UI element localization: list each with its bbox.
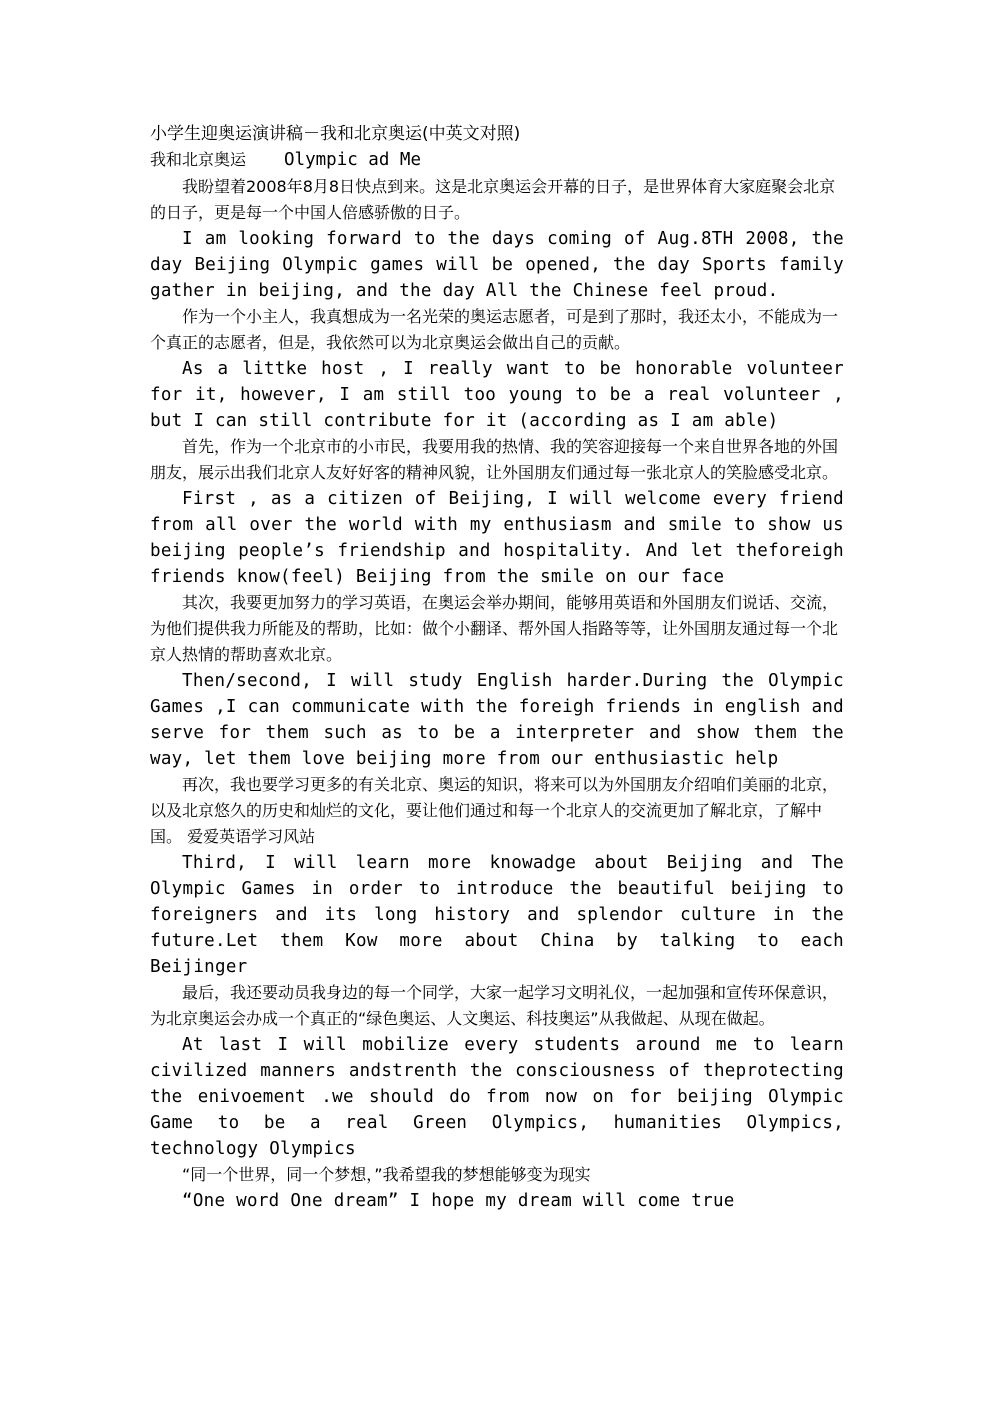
- subtitle-chinese: 我和北京奥运: [150, 150, 247, 169]
- paragraph-en: At last I will mobilize every students around me to learn civilized manners andstrenth the consciousness of theprotecting the enivoement .we should do from now on for beijing Olympic Game to be a real Green Olympics, humanities Olympics, technology Olympics: [150, 1035, 844, 1159]
- paragraph-en: Then/second, I will study English harder.During the Olympic Games ,I can communicate with the foreigh friends in english and serve for them such as to be a interpreter and show them the way, let them love beijing more from our enthusiastic help: [150, 671, 844, 769]
- paragraph-en: First , as a citizen of Beijing, I will welcome every friend from all over the world with my enthusiasm and smile to show us beijing people’s friendship and hospitality. And let theforeigh friends know(feel) Beijing from the smile on our face: [150, 489, 844, 587]
- document-title: 小学生迎奥运演讲稿－我和北京奥运(中英文对照): [150, 124, 521, 144]
- paragraph-zh: 作为一个小主人，我真想成为一名光荣的奥运志愿者，可是到了那时，我还太小，不能成为一个真正的志愿者，但是，我依然可以为北京奥运会做出自己的贡献。: [150, 307, 839, 352]
- paragraph-zh: 其次，我要更加努力的学习英语，在奥运会举办期间，能够用英语和外国朋友们说话、交流，为他们提供我力所能及的帮助，比如：做个小翻译、帮外国人指路等等，让外国朋友通过每一个北京人热情的帮助喜欢北京。: [150, 593, 839, 664]
- paragraph-en: Third, I will learn more knowadge about Beijing and The Olympic Games in order to introduce the beautiful beijing to foreigners and its long history and splendor culture in the future.Let them Kow more about China by talking to each Beijinger: [150, 853, 844, 977]
- paragraph-en: “One word One dream” I hope my dream will come true: [182, 1191, 735, 1211]
- document-body: [150, 121, 844, 1214]
- paragraph-zh: “同一个世界，同一个梦想，”我希望我的梦想能够变为现实: [182, 1165, 591, 1184]
- paragraph-zh: 我盼望着2008年8月8日快点到来。这是北京奥运会开幕的日子，是世界体育大家庭聚会北京的日子，更是每一个中国人倍感骄傲的日子。: [150, 177, 836, 222]
- paragraph-zh: 再次，我也要学习更多的有关北京、奥运的知识，将来可以为外国朋友介绍咱们美丽的北京，以及北京悠久的历史和灿烂的文化，要让他们通过和每一个北京人的交流更加了解北京，了解中国。 爱爱英语学习风站: [150, 775, 839, 846]
- document-subtitle: [150, 147, 844, 174]
- paragraph-zh: 首先，作为一个北京市的小市民，我要用我的热情、我的笑容迎接每一个来自世界各地的外国朋友，展示出我们北京人友好好客的精神风貌，让外国朋友们通过每一张北京人的笑脸感受北京。: [150, 437, 839, 482]
- paragraph-en: As a littke host , I really want to be honorable volunteer for it, however, I am still too young to be a real volunteer , but I can still contribute for it (according as I am able): [150, 359, 844, 431]
- paragraph-en: I am looking forward to the days coming of Aug.8TH 2008, the day Beijing Olympic games will be opened, the day Sports family gather in beijing, and the day All the Chinese feel proud.: [150, 229, 844, 301]
- subtitle-english: Olympic ad Me: [284, 150, 421, 170]
- paragraph-zh: 最后，我还要动员我身边的每一个同学，大家一起学习文明礼仪，一起加强和宣传环保意识，为北京奥运会办成一个真正的“绿色奥运、人文奥运、科技奥运”从我做起、从现在做起。: [150, 983, 839, 1028]
